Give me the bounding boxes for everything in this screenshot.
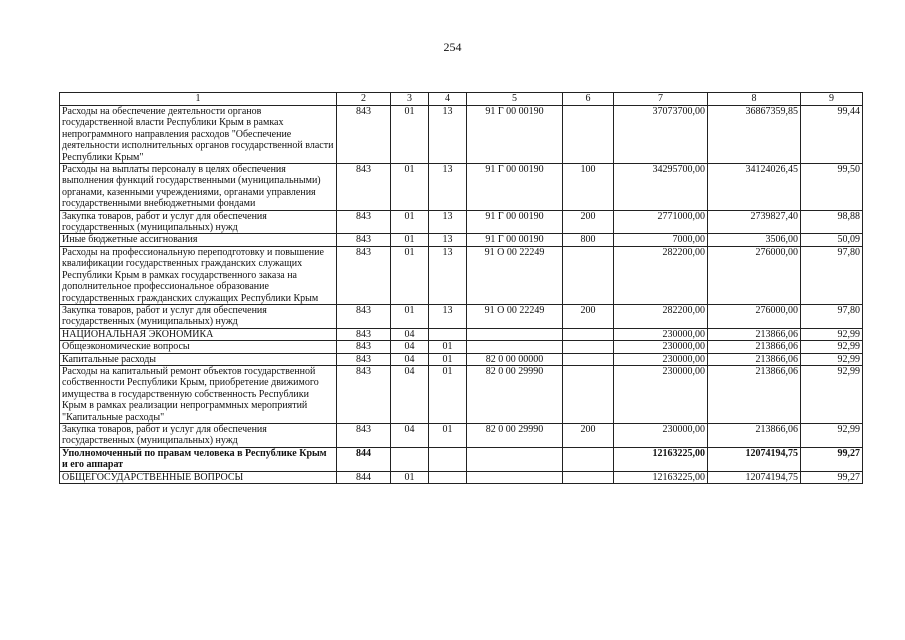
cell-ministry-code: 843: [337, 106, 391, 164]
cell-plan: 7000,00: [614, 234, 708, 246]
cell-actual: 3506,00: [708, 234, 801, 246]
cell-plan: 2771000,00: [614, 210, 708, 234]
cell-percent: 99,27: [801, 447, 863, 471]
cell-name: Закупка товаров, работ и услуг для обеспечения государственных (муниципальных) нужд: [60, 423, 337, 447]
cell-expense-type: [563, 246, 614, 304]
cell-actual: 12074194,75: [708, 471, 801, 483]
col-header-6: 6: [563, 93, 614, 106]
cell-percent: 50,09: [801, 234, 863, 246]
table-row: [60, 106, 863, 164]
cell-name: Расходы на выплаты персоналу в целях обеспечения выполнения функций государственными (муниципальными) органами, казенными учреждениями, органами управления государственными внебюджетными фондами: [60, 164, 337, 211]
cell-actual: 276000,00: [708, 246, 801, 304]
table-row: [60, 447, 863, 471]
cell-plan: 230000,00: [614, 423, 708, 447]
cell-percent: 99,44: [801, 106, 863, 164]
cell-target-article: [467, 447, 563, 471]
cell-ministry-code: 844: [337, 471, 391, 483]
cell-ministry-code: 843: [337, 246, 391, 304]
cell-target-article: 91 Г 00 00190: [467, 210, 563, 234]
cell-target-article: 82 0 00 00000: [467, 353, 563, 365]
cell-name: Расходы на обеспечение деятельности органов государственной власти Республики Крым в рамках непрограммного направления расходов "Обеспечение деятельности исполнительных органов государственной власти Республики Крым": [60, 106, 337, 164]
cell-name: ОБЩЕГОСУДАРСТВЕННЫЕ ВОПРОСЫ: [60, 471, 337, 483]
cell-subsection: 01: [429, 423, 467, 447]
cell-percent: 92,99: [801, 353, 863, 365]
cell-section: 01: [391, 106, 429, 164]
cell-plan: 12163225,00: [614, 447, 708, 471]
cell-expense-type: [563, 471, 614, 483]
cell-target-article: 91 О 00 22249: [467, 304, 563, 328]
col-header-5: 5: [467, 93, 563, 106]
cell-ministry-code: 843: [337, 423, 391, 447]
cell-actual: 276000,00: [708, 304, 801, 328]
cell-expense-type: 800: [563, 234, 614, 246]
cell-expense-type: 200: [563, 210, 614, 234]
cell-target-article: 82 0 00 29990: [467, 423, 563, 447]
cell-plan: 230000,00: [614, 353, 708, 365]
cell-target-article: 91 Г 00 00190: [467, 234, 563, 246]
cell-section: 01: [391, 234, 429, 246]
cell-plan: 230000,00: [614, 328, 708, 340]
cell-subsection: 01: [429, 341, 467, 353]
cell-expense-type: 200: [563, 304, 614, 328]
cell-expense-type: 200: [563, 423, 614, 447]
cell-section: 04: [391, 353, 429, 365]
cell-actual: 36867359,85: [708, 106, 801, 164]
cell-name: Общеэкономические вопросы: [60, 341, 337, 353]
cell-section: 01: [391, 246, 429, 304]
cell-expense-type: [563, 365, 614, 423]
cell-section: 01: [391, 471, 429, 483]
cell-subsection: 01: [429, 365, 467, 423]
cell-section: 01: [391, 304, 429, 328]
cell-plan: 282200,00: [614, 246, 708, 304]
cell-expense-type: [563, 447, 614, 471]
col-header-7: 7: [614, 93, 708, 106]
cell-plan: 282200,00: [614, 304, 708, 328]
table-row: [60, 341, 863, 353]
cell-expense-type: 100: [563, 164, 614, 211]
cell-name: Закупка товаров, работ и услуг для обеспечения государственных (муниципальных) нужд: [60, 210, 337, 234]
cell-ministry-code: 844: [337, 447, 391, 471]
cell-section: 01: [391, 164, 429, 211]
cell-ministry-code: 843: [337, 210, 391, 234]
cell-ministry-code: 843: [337, 328, 391, 340]
cell-percent: 92,99: [801, 423, 863, 447]
cell-target-article: 91 Г 00 00190: [467, 106, 563, 164]
table-row: [60, 234, 863, 246]
col-header-8: 8: [708, 93, 801, 106]
cell-expense-type: [563, 328, 614, 340]
cell-section: [391, 447, 429, 471]
cell-percent: 99,27: [801, 471, 863, 483]
cell-section: 04: [391, 341, 429, 353]
cell-name: Расходы на профессиональную переподготовку и повышение квалификации государственных гражданских служащих Республики Крым в рамках государственного заказа на дополнительное профессиональное образование государственных гражданских служащих Республики Крым: [60, 246, 337, 304]
cell-expense-type: [563, 106, 614, 164]
cell-actual: 2739827,40: [708, 210, 801, 234]
cell-actual: 34124026,45: [708, 164, 801, 211]
cell-subsection: 13: [429, 246, 467, 304]
page-number: 254: [443, 40, 462, 54]
cell-target-article: [467, 328, 563, 340]
cell-subsection: [429, 447, 467, 471]
cell-name: Расходы на капитальный ремонт объектов государственной собственности Республики Крым, приобретение движимого имущества в государственную собственность Республики Крым в рамках реализации непрограммных мероприятий "Капитальные расходы": [60, 365, 337, 423]
cell-plan: 12163225,00: [614, 471, 708, 483]
cell-subsection: [429, 471, 467, 483]
cell-ministry-code: 843: [337, 341, 391, 353]
header-row: [60, 93, 863, 106]
cell-subsection: 13: [429, 106, 467, 164]
cell-ministry-code: 843: [337, 164, 391, 211]
budget-table: [59, 92, 863, 484]
cell-section: 04: [391, 423, 429, 447]
table-row: [60, 365, 863, 423]
table-row: [60, 328, 863, 340]
cell-target-article: 91 О 00 22249: [467, 246, 563, 304]
cell-expense-type: [563, 353, 614, 365]
cell-name: Иные бюджетные ассигнования: [60, 234, 337, 246]
cell-target-article: [467, 471, 563, 483]
cell-subsection: 13: [429, 210, 467, 234]
cell-subsection: 01: [429, 353, 467, 365]
cell-name: Капитальные расходы: [60, 353, 337, 365]
cell-target-article: [467, 341, 563, 353]
cell-percent: 92,99: [801, 341, 863, 353]
cell-target-article: 91 Г 00 00190: [467, 164, 563, 211]
cell-target-article: 82 0 00 29990: [467, 365, 563, 423]
col-header-9: 9: [801, 93, 863, 106]
cell-percent: 92,99: [801, 365, 863, 423]
table-row: [60, 210, 863, 234]
col-header-2: 2: [337, 93, 391, 106]
cell-name: Уполномоченный по правам человека в Республике Крым и его аппарат: [60, 447, 337, 471]
cell-plan: 230000,00: [614, 365, 708, 423]
cell-expense-type: [563, 341, 614, 353]
table-row: [60, 164, 863, 211]
col-header-1: 1: [60, 93, 337, 106]
cell-ministry-code: 843: [337, 365, 391, 423]
cell-actual: 213866,06: [708, 341, 801, 353]
table-row: [60, 423, 863, 447]
cell-plan: 37073700,00: [614, 106, 708, 164]
cell-actual: 213866,06: [708, 365, 801, 423]
col-header-3: 3: [391, 93, 429, 106]
cell-subsection: [429, 328, 467, 340]
cell-percent: 97,80: [801, 304, 863, 328]
table-row: [60, 246, 863, 304]
cell-subsection: 13: [429, 304, 467, 328]
cell-percent: 97,80: [801, 246, 863, 304]
cell-ministry-code: 843: [337, 304, 391, 328]
cell-section: 01: [391, 210, 429, 234]
cell-percent: 99,50: [801, 164, 863, 211]
cell-actual: 213866,06: [708, 423, 801, 447]
cell-subsection: 13: [429, 234, 467, 246]
cell-section: 04: [391, 328, 429, 340]
cell-actual: 213866,06: [708, 328, 801, 340]
cell-name: Закупка товаров, работ и услуг для обеспечения государственных (муниципальных) нужд: [60, 304, 337, 328]
table-row: [60, 353, 863, 365]
cell-percent: 92,99: [801, 328, 863, 340]
table-row: [60, 471, 863, 483]
cell-subsection: 13: [429, 164, 467, 211]
cell-actual: 12074194,75: [708, 447, 801, 471]
cell-ministry-code: 843: [337, 353, 391, 365]
cell-ministry-code: 843: [337, 234, 391, 246]
table-row: [60, 304, 863, 328]
cell-plan: 34295700,00: [614, 164, 708, 211]
cell-name: НАЦИОНАЛЬНАЯ ЭКОНОМИКА: [60, 328, 337, 340]
cell-actual: 213866,06: [708, 353, 801, 365]
cell-percent: 98,88: [801, 210, 863, 234]
cell-section: 04: [391, 365, 429, 423]
cell-plan: 230000,00: [614, 341, 708, 353]
col-header-4: 4: [429, 93, 467, 106]
